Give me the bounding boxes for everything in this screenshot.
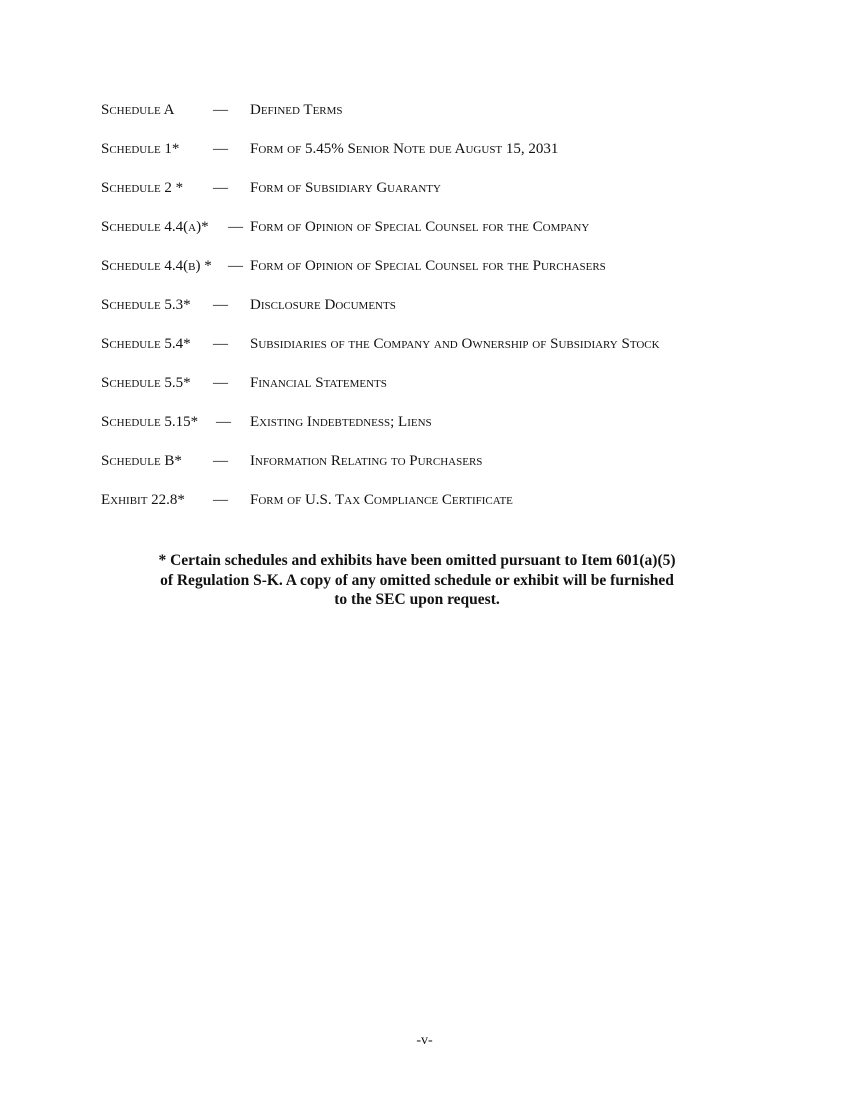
schedule-list [101,100,801,529]
em-dash: — [213,336,228,352]
em-dash: — [213,375,228,391]
em-dash: — [228,219,243,235]
schedule-ref: Schedule 5.3* [101,297,191,313]
schedule-row-5-15 [101,412,801,451]
schedule-ref: Schedule 1* [101,141,180,157]
schedule-row-5-5 [101,373,801,412]
exhibit-description: Form of U.S. Tax Compliance Certificate [250,492,513,508]
page-number: -v- [416,1033,433,1048]
schedule-ref: Schedule 2 * [101,180,184,196]
schedule-ref: Schedule B* [101,453,182,469]
footnote-line-3: to the SEC upon request. [334,591,500,608]
schedule-description: Form of Subsidiary Guaranty [250,180,441,196]
schedule-description: Form of Opinion of Special Counsel for the Company [250,219,590,235]
em-dash: — [216,414,231,430]
schedule-ref: Schedule 5.5* [101,375,191,391]
schedule-description: Existing Indebtedness; Liens [250,414,432,430]
schedule-row-5-4 [101,334,801,373]
schedule-row-4-4b [101,256,801,295]
em-dash: — [228,258,243,274]
schedule-ref: Schedule 5.4* [101,336,191,352]
schedule-ref: Schedule 4.4(a)* [101,219,209,235]
schedule-description: Information Relating to Purchasers [250,453,483,469]
em-dash: — [213,492,228,508]
schedule-row-b [101,451,801,490]
em-dash: — [213,102,228,118]
schedule-description: Form of Opinion of Special Counsel for the Purchasers [250,258,606,274]
em-dash: — [213,453,228,469]
schedule-ref: Schedule A [101,102,175,118]
footnote-line-1: * Certain schedules and exhibits have been omitted pursuant to Item 601(a)(5) [158,552,676,569]
em-dash: — [213,180,228,196]
schedule-row-a [101,100,801,139]
em-dash: — [213,297,228,313]
exhibit-ref: Exhibit 22.8* [101,492,185,508]
schedule-ref: Schedule 4.4(b) * [101,258,212,274]
schedule-row-4-4a [101,217,801,256]
exhibit-row-22-8 [101,490,801,529]
schedule-row-1 [101,139,801,178]
schedule-row-2 [101,178,801,217]
footnote-line-2: of Regulation S-K. A copy of any omitted schedule or exhibit will be furnished [160,571,674,589]
schedule-description: Financial Statements [250,375,387,391]
schedule-description: Defined Terms [250,102,343,118]
schedule-description: Disclosure Documents [250,297,396,313]
schedule-row-5-3 [101,295,801,334]
schedule-ref: Schedule 5.15* [101,414,199,430]
schedule-description: Subsidiaries of the Company and Ownership of Subsidiary Stock [250,336,660,352]
em-dash: — [213,141,228,157]
schedule-description: Form of 5.45% Senior Note due August 15, 2031 [250,141,559,157]
omission-footnote [120,551,714,610]
